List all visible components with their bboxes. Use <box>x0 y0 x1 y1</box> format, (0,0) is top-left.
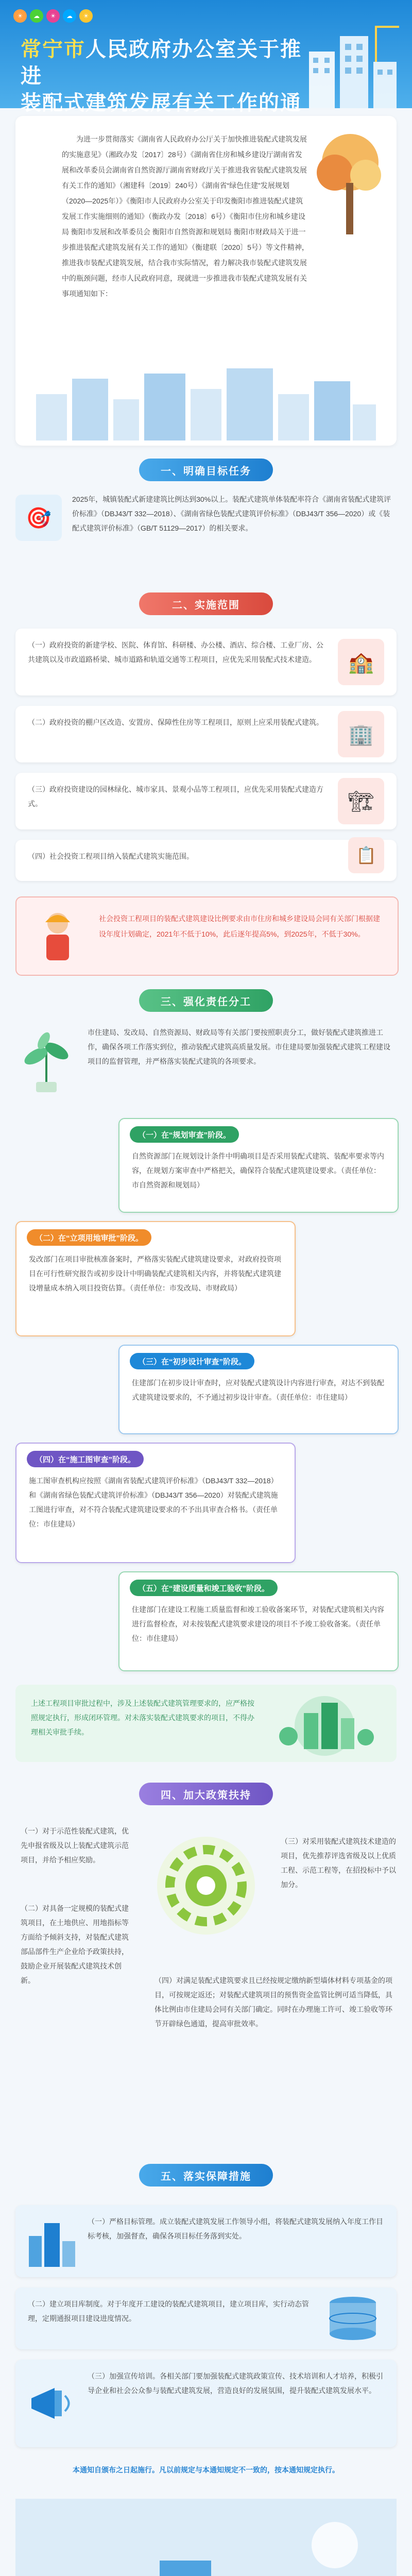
office-building-icon: 🏢 <box>338 711 384 757</box>
stage-card <box>118 1118 399 1213</box>
measure-text: （三）加强宣传培训。各相关部门要加强装配式建筑政策宣传、技术培训和人才培养，积极引导企业和社会公众参与装配式建筑发展，营造良好的发展氛围，提升装配式建筑发展水平。 <box>88 2372 383 2395</box>
sun-icon: ☀ <box>79 9 93 23</box>
policy-item-text: （二）对具备一定规模的装配式建筑项目，在土地供应、用地指标等方面给予倾斜支持，对装配式建筑部品部件生产企业给予政策扶持，鼓励企业开展装配式建筑技术创新。 <box>21 1904 129 1985</box>
stage-tag: （五）在“建设质量和竣工验收”阶段。 <box>130 1580 278 1596</box>
database-icon <box>319 2293 386 2344</box>
section-3-ribbon: 三、强化责任分工 <box>139 989 273 1012</box>
gear-icon <box>139 1819 273 1953</box>
section-1-text: 2025年，城镇装配式新建建筑比例达到30%以上。装配式建筑单体装配率符合《湖南省装配式建筑评价标准》（DBJ43/T 332—2018）、《湖南省绿色装配式建筑评价标准》（DBJ43/T 356—2020）或《装配式建筑评价标准》（GB/T 51129—2017）的相关要求。 <box>72 495 391 532</box>
scope-item-card <box>15 840 397 881</box>
stage-text: 住建部门在初步设计审查时，应对装配式建筑设计内容进行审查，对达不到装配式建筑建设要求的，不予通过初步设计审查。（责任单位：市住建局） <box>132 1379 384 1401</box>
stage-text: 住建部门在建设工程施工质量监督和竣工验收备案环节，对装配式建筑相关内容进行监督检查，对未按装配式建筑要求建设的项目不予竣工验收备案。（责任单位：市住建局） <box>132 1605 384 1642</box>
sun-icon: ☀ <box>13 9 27 23</box>
scope-item-text: （三）政府投资建设的园林绿化、城市家具、景观小品等工程项目，应优先采用装配式建造方式。 <box>28 785 323 808</box>
worker-icon <box>27 908 89 964</box>
scope-item-text: （二）政府投资的棚户区改造、安置房、保障性住房等工程项目，原则上应采用装配式建筑。 <box>28 718 323 726</box>
measure-text: （二）建立项目库制度。对于年度开工建设的装配式建筑项目，建立项目库，实行动态管理，定期通报项目建设进度情况。 <box>28 2300 309 2323</box>
construction-crane-icon: 🏗 <box>338 778 384 824</box>
stage-tag: （三）在“初步设计审查”阶段。 <box>130 1353 254 1369</box>
stage-text: 发改部门在项目审批核准备案时，严格落实装配式建筑建设要求，对政府投资项目在可行性研究报告或初步设计中明确装配式建筑相关内容，并将装配式建筑建设增量成本纳入项目投资估算。（责任单位：市发改局、市财政局） <box>29 1255 281 1292</box>
policy-item-text: （三）对采用装配式建筑技术建造的项目，优先推荐评选省级及以上优质工程、示范工程等，在招投标中予以加分。 <box>281 1837 396 1889</box>
stage-card <box>118 1571 399 1671</box>
city-skyline-icon <box>15 2499 397 2576</box>
cloud-icon: ☁ <box>63 9 76 23</box>
header-deco-row <box>13 9 93 23</box>
city-skyline-icon <box>36 363 376 440</box>
scope-item-card <box>15 629 397 696</box>
clipboard-icon: 📋 <box>348 837 384 873</box>
sun-icon: ☀ <box>46 9 60 23</box>
requirement-note <box>15 896 399 976</box>
measure-text: （一）严格目标管理。成立装配式建筑发展工作领导小组，将装配式建筑发展纳入年度工作目标考核，加强督查，确保各项目标任务落到实处。 <box>88 2217 383 2240</box>
measure-card <box>15 2287 397 2349</box>
building-illustration-icon <box>299 21 402 108</box>
stage-card <box>15 1443 296 1563</box>
autumn-tree-icon <box>309 126 386 240</box>
measure-card <box>15 2360 397 2447</box>
target-icon: 🎯 <box>15 495 62 541</box>
closing-text: 本通知自颁布之日起施行。凡以前规定与本通知规定不一致的，按本通知规定执行。 <box>73 2466 339 2474</box>
stage-tag: （二）在“立项用地审批”阶段。 <box>27 1229 151 1246</box>
megaphone-icon <box>24 2375 80 2432</box>
section-4-ribbon: 四、加大政策扶持 <box>139 1783 273 1805</box>
title-line-2: 装配式建筑发展有关工作的通 <box>21 92 302 114</box>
section-1-ribbon: 一、明确目标任务 <box>139 459 273 481</box>
title-highlight: 常宁市 <box>21 38 85 61</box>
stage-text: 自然资源部门在规划设计条件中明确项目是否采用装配式建筑、装配率要求等内容，在规划方案审查中严格把关，确保符合装配式建筑建设要求。（责任单位：市自然资源和规划局） <box>132 1152 384 1189</box>
closed-loop-note-text: 上述工程项目审批过程中，涉及上述装配式建筑管理要求的，应严格按照规定执行，形成闭环管理。对未落实装配式建筑要求的项目，不得办理相关审批手续。 <box>31 1699 254 1736</box>
section-3-lead: 市住建局、发改局、自然资源局、财政局等有关部门要按照职责分工，做好装配式建筑推进工作，确保各项工作落实到位，推动装配式建筑高质量发展。市住建局要加强装配式建筑工程建设项目的监督管理，并严格落实装配式建筑的各项要求。 <box>88 1028 390 1065</box>
scope-item-card <box>15 706 397 762</box>
stage-tag: （一）在“规划审查”阶段。 <box>130 1126 239 1143</box>
scope-item-text: （四）社会投资工程项目纳入装配式建筑实施范围。 <box>28 852 194 860</box>
scope-item-text: （一）政府投资的新建学校、医院、体育馆、科研楼、办公楼、酒店、综合楼、工业厂房、公共建筑以及市政道路桥梁、城市道路和轨道交通等工程项目，应优先采用装配式技术建造。 <box>28 641 323 664</box>
section-2-ribbon: 二、实施范围 <box>139 592 273 615</box>
header-banner <box>0 0 412 114</box>
school-icon: 🏫 <box>338 639 384 685</box>
stage-card <box>15 1221 296 1336</box>
policy-item-text: （一）对于示范性装配式建筑，优先申报省级及以上装配式建筑示范项目，并给予相应奖励。 <box>21 1827 129 1864</box>
section-5-ribbon: 五、落实保障措施 <box>139 2164 273 2187</box>
title-line-1-rest: 人民政府办公室关于推进 <box>21 38 302 88</box>
measure-card <box>15 2205 397 2277</box>
requirement-note-text: 社会投资工程项目的装配式建筑建设比例要求由市住房和城乡建设局会同有关部门根据建设年度计划确定，2021年不低于10%，此后逐年提高5%，到2025年，不低于30%。 <box>99 914 380 938</box>
intro-text: 为进一步贯彻落实《湖南省人民政府办公厅关于加快推进装配式建筑发展的实施意见》（湘政办发〔2017〕28号）《湖南省住房和城乡建设厅湖南省发展和改革委员会湖南省自然资源厅湖南省财政厅关于推进我省装配式建筑发展有关工作的通知》（湘建科〔2019〕240号）《湖南省“绿色住建”发展规划（2020—2025年）》《衡阳市人民政府办公室关于印发衡阳市推进装配式建筑发展工作实施细则的通知》（衡政办发〔2018〕6号）《衡阳市住房和城乡建设局 衡阳市发展和改革委员会 衡阳市自然资源和规划局 衡阳市财政局关于进一步推进装配式建筑发展有关工作的通知》（衡建联〔2020〕5号）等文件精神，推进我市装配式建筑发展，结合我市实际情况，着力解决我市装配式建筑发展中的瓶颈问题，经市人民政府同意，现就进一步推进我市装配式建筑发展有关事项通知如下： <box>62 135 309 298</box>
intro-card <box>15 116 397 446</box>
plant-icon <box>15 1025 77 1092</box>
green-city-icon <box>268 1690 381 1757</box>
stage-text: 施工图审查机构应按照《湖南省装配式建筑评价标准》（DBJ43/T 332—2018）和《湖南省绿色装配式建筑评价标准》（DBJ43/T 356—2020）对装配式建筑施工图进行审查，对不符合装配式建筑建设要求的不予出具审查合格书。（责任单位：市住建局） <box>29 1477 278 1528</box>
cloud-icon: ☁ <box>30 9 43 23</box>
stage-tag: （四）在“施工图审查”阶段。 <box>27 1451 144 1467</box>
title-line-1 <box>21 36 309 90</box>
policy-item-text: （四）对满足装配式建筑要求且已经按规定缴纳新型墙体材料专项基金的项目，可按规定返还；对装配式建筑项目的预售资金监管比例可适当降低，具体比例由市住建局会同有关部门确定。同时在办理施工许可、竣工验收等环节开辟绿色通道，提高审批效率。 <box>154 1976 392 2028</box>
scope-item-card <box>15 773 397 829</box>
closed-loop-note <box>15 1685 397 1762</box>
stage-card <box>118 1345 399 1434</box>
city-icon <box>24 2215 80 2267</box>
